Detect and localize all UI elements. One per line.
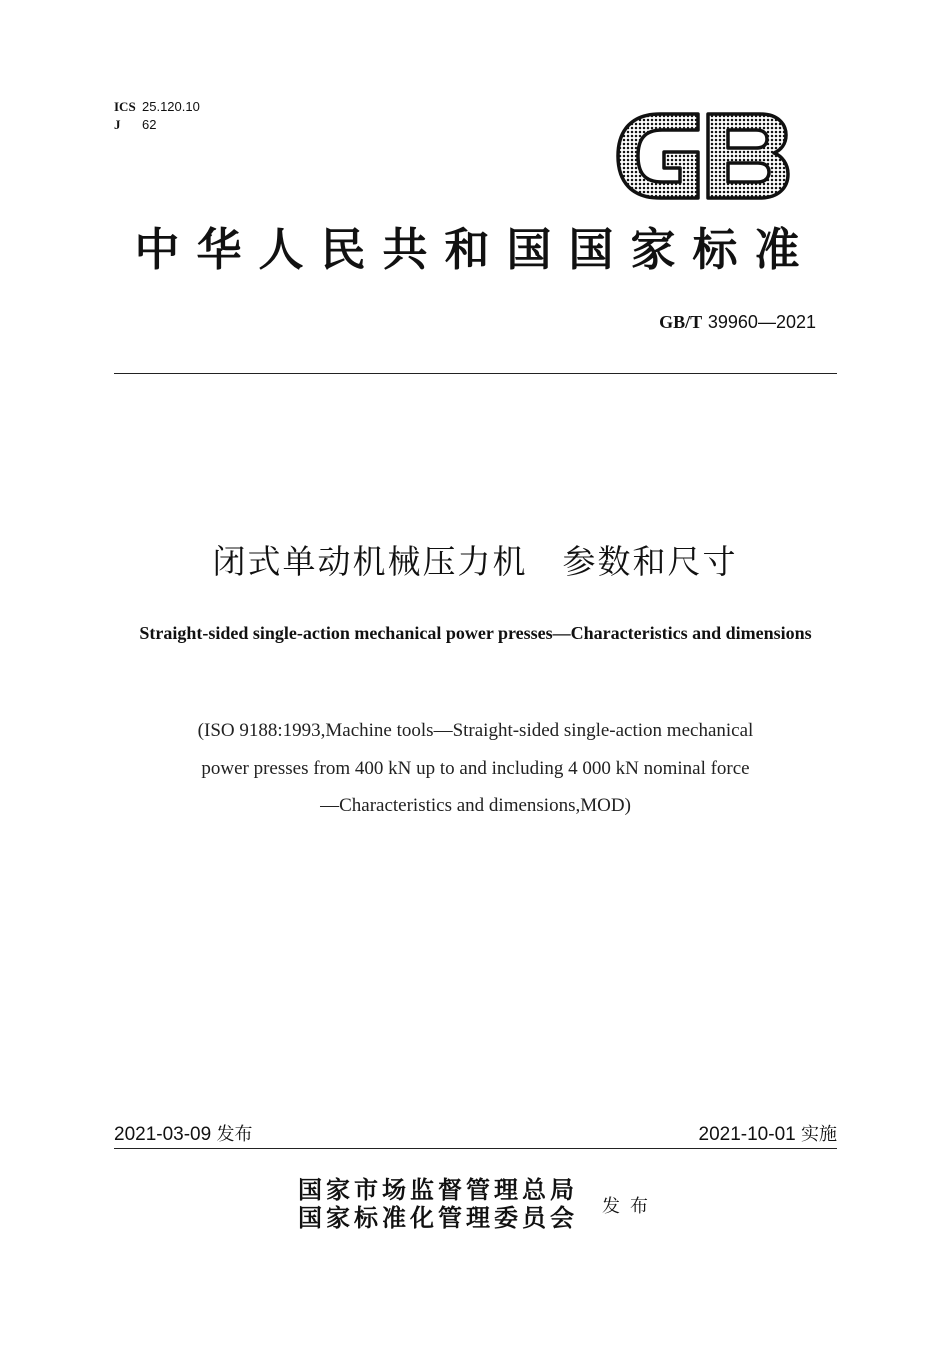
issuing-organizations (298, 1176, 578, 1232)
gb-logo-icon (614, 110, 790, 202)
ccs-label: J (114, 117, 121, 132)
classification-codes (114, 98, 200, 134)
ccs-code (114, 116, 200, 134)
adoption-statement (114, 712, 837, 825)
title-chinese: 闭式单动机械压力机 参数和尺寸 (212, 542, 738, 581)
implement-date-value: 2021-10-01 (698, 1124, 796, 1145)
standard-code: 39960—2021 (707, 312, 816, 332)
issuer-samr: 国家市场监督管理总局 (298, 1175, 578, 1204)
national-standard-title: 中华人民共和国国家标准 (134, 223, 817, 276)
header-divider (114, 373, 837, 374)
adoption-line-2: power presses from 400 kN up to and including 4 000 kN nominal force (201, 757, 750, 779)
adoption-line-1: (ISO 9188:1993,Machine tools—Straight-sided single-action mechanical (197, 720, 754, 741)
publish-date-value: 2021-03-09 (114, 1124, 212, 1145)
ics-value: 25.120.10 (142, 99, 200, 114)
issuer-sac: 国家标准化管理委员会 (298, 1203, 578, 1232)
standard-number (659, 312, 816, 333)
adoption-line-3: —Characteristics and dimensions,MOD) (320, 795, 631, 816)
implement-date-label: 实施 (801, 1124, 837, 1145)
issue-label: 发布 (602, 1196, 658, 1217)
footer-divider (114, 1148, 837, 1149)
ics-code (114, 98, 200, 116)
publish-date (114, 1122, 252, 1148)
publish-date-label: 发布 (216, 1124, 253, 1145)
ccs-value: 62 (142, 117, 157, 132)
standard-prefix: GB/T (659, 312, 703, 332)
title-english: Straight-sided single-action mechanical power presses—Characteristics and dimensions (139, 623, 812, 643)
implement-date (699, 1122, 837, 1148)
ics-label: ICS (114, 99, 136, 114)
